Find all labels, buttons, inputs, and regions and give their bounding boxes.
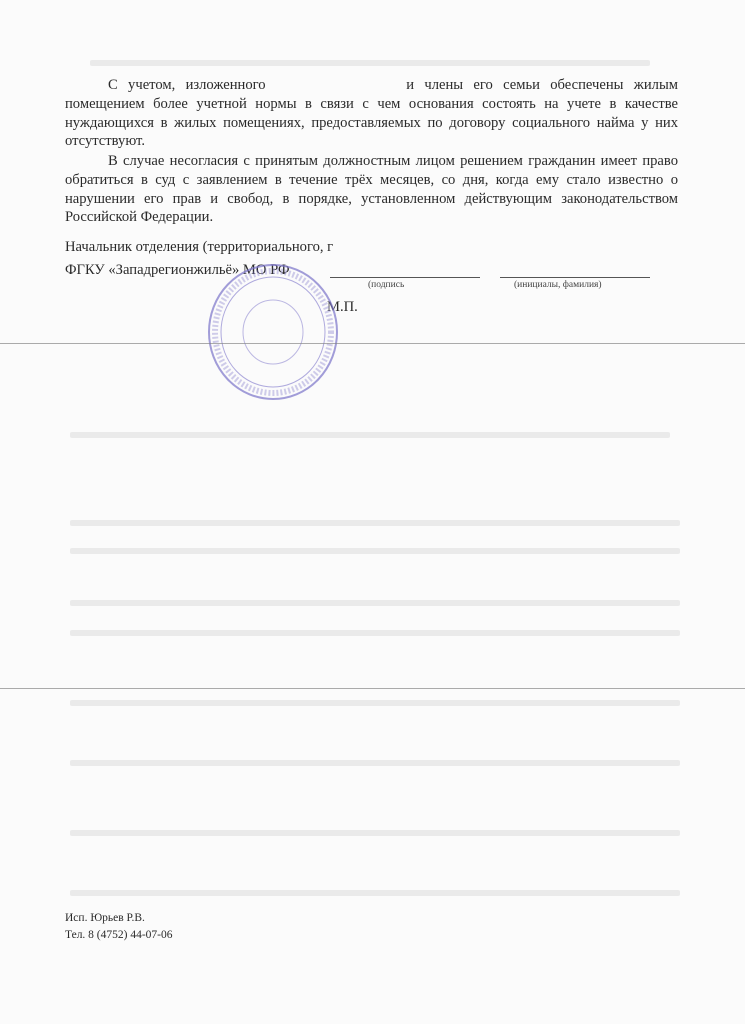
- name-caption: (инициалы, фамилия): [514, 280, 602, 290]
- fold-line: [0, 343, 745, 344]
- paragraph-housing-decision: [65, 76, 678, 151]
- seal-mark: М.П.: [327, 299, 358, 315]
- name-line: [500, 277, 650, 278]
- official-stamp: [205, 262, 341, 402]
- paragraph1-start: С учетом, изложенного: [108, 77, 266, 93]
- paragraph2-text: В случае несогласия с принятым должностным лицом решением гражданин имеет право обратиться в суд с заявлением в течение трёх месяцев, со дня, когда ему стало известно о нарушении его прав и свобод, в порядке, установленном действующим законодательством Российской Федерации.: [65, 153, 678, 226]
- signature-line: [330, 277, 480, 278]
- signature-title-line1: Начальник отделения (территориального, г: [65, 239, 334, 255]
- paragraph-appeal-rights: [65, 152, 678, 227]
- signature-caption: (подпись: [368, 280, 405, 290]
- signature-title-line2: ФГКУ «Западрегионжильё» МО РФ: [65, 262, 290, 278]
- phone: Тел. 8 (4752) 44-07-06: [65, 929, 173, 941]
- paragraph1-rest: и члены его семьи обеспечены жилым помещением более учетной нормы в связи с чем основания состоять на учете в качестве нуждающихся в жилых помещениях, предоставляемых по договору социального найма у них отсутствуют.: [65, 77, 679, 150]
- executor: Исп. Юрьев Р.В.: [65, 912, 145, 924]
- fold-line: [0, 688, 745, 689]
